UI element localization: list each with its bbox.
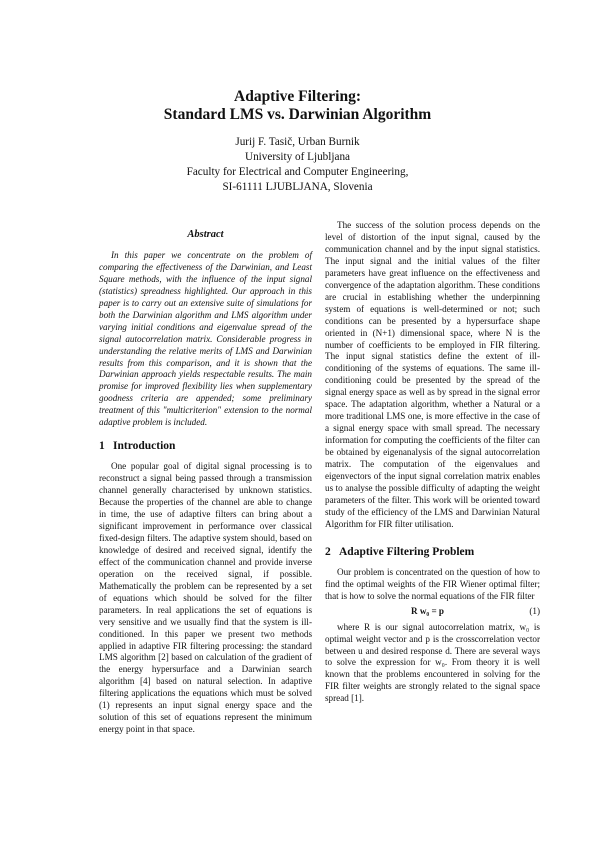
- section-1-paragraph: One popular goal of digital signal processing is to reconstruct a signal being passed through a transmission channel generally characterised by unknown statistics. Because the properties of the channel are able to change in time, the use of adaptive filters can bring about a significant improvement in performance over classical fixed-design filters. The adaptive system should, based on knowledge of desired and received signal, identify the effect of the communication channel and provide inverse operation on the received signal, if possible. Mathematically the problem can be represented by a set of equations which should be solved for the filter parameters. In real applications the set of equations is very sensitive and we usually find that the system is ill-conditioned. In this paper we present two methods applied in adaptive FIR filtering processing: the standard LMS algorithm [2] based on calculation of the gradient of the energy hypersurface and a Darwinian search algorithm [4] based on natural selection. In adaptive filtering applications the equations which must be solved (1) represents an input signal energy space and the solution of this set of equations represent the minimum energy point in that space.: [99, 461, 312, 735]
- title-line-2: Standard LMS vs. Darwinian Algorithm: [163, 106, 432, 123]
- section-2-paragraph-2: where R is our signal autocorrelation matrix, w₀ is optimal weight vector and p is the crosscorrelation vector between u and desired response d. There are several ways to solve the expression for w₀. From theory it is well known that the problems encountered in solving for the FIR filter weights are strongly related to the signal space spread [1].: [325, 621, 540, 704]
- right-column: [325, 220, 540, 705]
- affiliation-university: University of Ljubljana: [244, 151, 350, 163]
- section-1-title: Introduction: [113, 440, 176, 453]
- introduction-continued-paragraph: The success of the solution process depends on the level of distortion of the input signal, caused by the communication channel and by the input signal statistics. The input signal and the initial values of the filter parameters have great influence on the effectiveness and convergence of the adaptation algorithm. These conditions are crucial in establishing whether the underpinning system of equations is well-determined or not; such conditions can be presented by a hypersurface shape oriented in (N+1) dimensional space, where N is the number of coefficients to be employed in FIR filtering. The input signal statistics define the extent of ill-conditioning of the systems of equations. The same ill-conditioning could be presented by the spread of the signal energy space as well as by spread in the signal error space. The adaptation algorithm, whether a Natural or a more traditional LMS one, is more effective in the case of a signal energy space with small spread. The necessary information for computing the coefficients of the filter can be obtained by eigenanalysis of the signal autocorrelation matrix. The computation of the eigenvalues and eigenvectors of the input signal correlation matrix enables us to analyse the possible difficulty of adapting the weight parameters of the filter. This work will be oriented toward study of the efficiency of the LMS and Darwinian Natural Algorithm for FIR filter utilisation.: [325, 220, 540, 529]
- paper-title: [0, 88, 595, 124]
- equation-number: (1): [529, 605, 540, 616]
- section-2-heading: [325, 547, 540, 559]
- affiliation-faculty: Faculty for Electrical and Computer Engineering,: [186, 166, 409, 178]
- equation-body: R w₀ = p: [410, 605, 445, 616]
- section-1-heading: [99, 441, 312, 453]
- left-column: [99, 229, 312, 736]
- author-block: [0, 135, 595, 195]
- section-1-number: 1: [99, 440, 105, 453]
- equation-1: [325, 606, 540, 620]
- section-2-number: 2: [325, 545, 331, 558]
- section-2-title: Adaptive Filtering Problem: [339, 545, 475, 558]
- author-names: Jurij F. Tasič, Urban Burnik: [235, 136, 360, 148]
- abstract-text: In this paper we concentrate on the problem of comparing the effectiveness of the Darwinian, and Least Square methods, with the influence of the input signal (statistics) spreadness highlighted. Our approach in this paper is to carry out an extensive suite of simulations for both the Darwinian algorithm and LMS algorithm under varying initial conditions and eigenvalue spread of the signal autocorrelation matrix. Considerable progress in understanding the relative merits of LMS and Darwinian results from this comparison, and it is shown that the Darwinian approach yields respectable results. The main promise for improved flexibility lies when supplementary goodness criteria are appended; some preliminary treatment of this "multicriterion" extension to the normal adaptive problem is included.: [99, 249, 312, 428]
- title-line-1: Adaptive Filtering:: [234, 88, 361, 105]
- abstract-heading: Abstract: [187, 229, 224, 240]
- section-2-paragraph-1: Our problem is concentrated on the question of how to find the optimal weights of the FIR Wiener optimal filter; that is how to solve the normal equations of the FIR filter: [325, 566, 540, 601]
- affiliation-address: SI-61111 LJUBLJANA, Slovenia: [222, 181, 373, 193]
